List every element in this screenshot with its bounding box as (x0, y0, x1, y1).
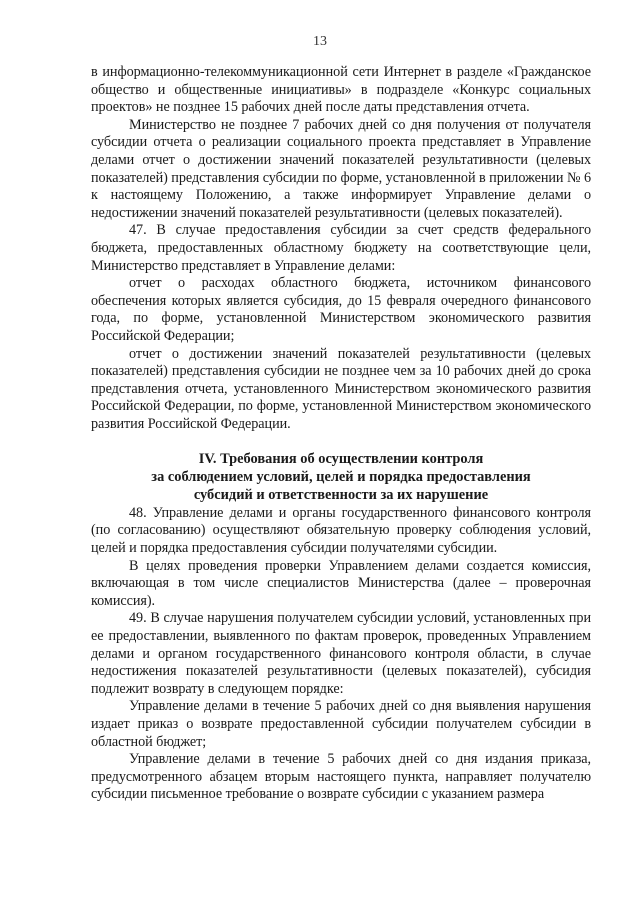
document-body (91, 64, 591, 804)
paragraph-clause-48: 48. Управление делами и органы государственного финансового контроля (по согласованию) осуществляют обязательную проверку соблюдения условий, целей и порядка предоставления субсидии получателями субсидии. (91, 504, 591, 557)
paragraph-clause-47: 47. В случае предоставления субсидии за счет средств федерального бюджета, предоставленных областному бюджету на соответствующие цели, Министерство представляет в Управление делами: (91, 222, 591, 274)
paragraph-indicator-report: отчет о достижении значений показателей результативности (целевых показателей) представления субсидии не позднее чем за 10 рабочих дней до срока представления отчета, установленного Министерством экономического развития Российской Федерации, по форме, установленной Министерством экономического развития Российской Федерации. (91, 345, 591, 432)
page-number: 13 (313, 34, 327, 49)
section-heading-line-2: за соблюдением условий, целей и порядка предоставления (151, 469, 531, 486)
paragraph-clause-49: 49. В случае нарушения получателем субсидии условий, установленных при ее предоставлении, выявленного по фактам проверок, проведенных Управлением делами и органом государственного финансового контроля области, в случае недостижения показателей результативности (целевых показателей), субсидия подлежит возврату в следующем порядке: (91, 610, 591, 697)
section-heading (91, 451, 591, 504)
section-heading-line-3: субсидий и ответственности за их нарушение (193, 487, 489, 504)
paragraph-ministry-report: Министерство не позднее 7 рабочих дней со дня получения от получателя субсидии отчета о реализации социального проекта представляет в Управление делами отчет о достижении значений показателей результативности (целевых показателей) представления субсидии по форме, установленной в приложении № 6 к настоящему Положению, а также информирует Управление делами о недостижении значений показателей результативности (целевых показателей). (91, 116, 591, 221)
paragraph-audit-commission: В целях проведения проверки Управлением делами создается комиссия, включающая в том числе специалистов Министерства (далее – проверочная комиссия). (91, 557, 591, 609)
section-heading-line-1: IV. Требования об осуществлении контроля (198, 451, 484, 468)
paragraph-publication-continuation: в информационно-телекоммуникационной сети Интернет в разделе «Гражданское общество и общественные инициативы» в подразделе «Конкурс социальных проектов» не позднее 15 рабочих дней после даты представления отчета. (91, 64, 591, 116)
paragraph-return-order: Управление делами в течение 5 рабочих дней со дня выявления нарушения издает приказ о возврате предоставленной субсидии получателем субсидии в областной бюджет; (91, 698, 591, 750)
paragraph-expense-report: отчет о расходах областного бюджета, источником финансового обеспечения которых является субсидия, до 15 февраля очередного финансового года, по форме, установленной Министерством экономического развития Российской Федерации; (91, 275, 591, 344)
paragraph-return-demand: Управление делами в течение 5 рабочих дней со дня издания приказа, предусмотренного абзацем вторым настоящего пункта, направляет получателю субсидии письменное требование о возврате субсидии с указанием размера (91, 751, 591, 803)
